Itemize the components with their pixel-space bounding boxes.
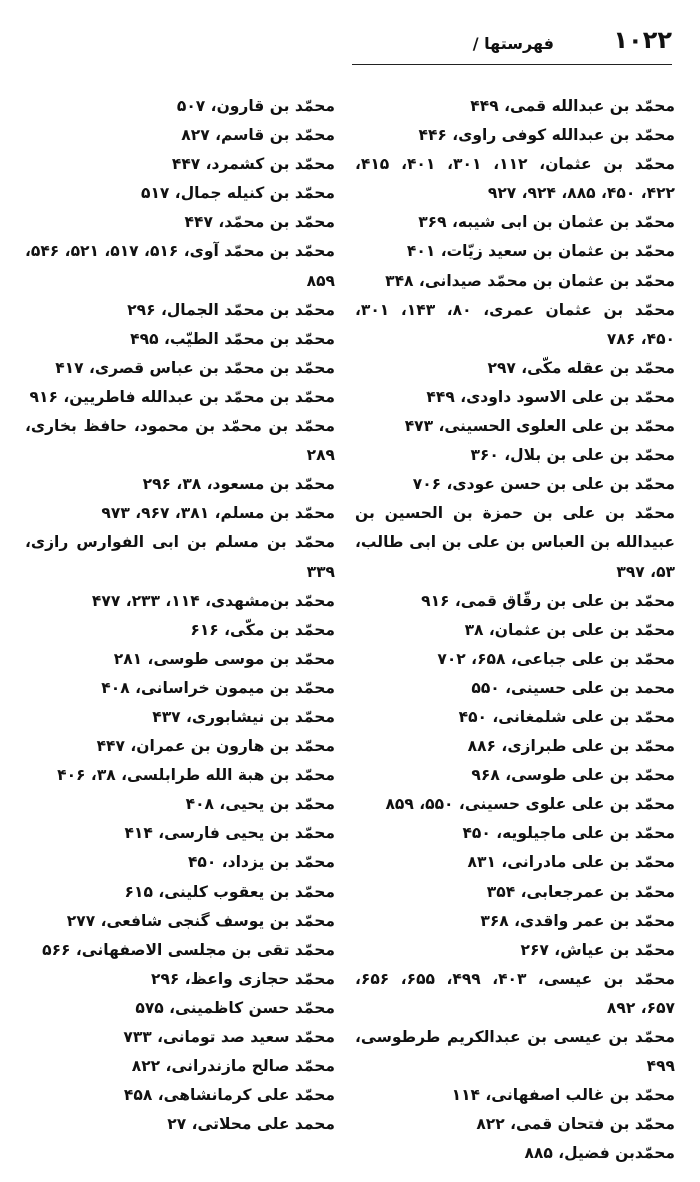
index-entry: محمّد بن یحیی فارسی، ۴۱۴ bbox=[124, 824, 335, 843]
index-entry: محمّد بن هبة الله طرابلسی، ۳۸، ۴۰۶ bbox=[57, 766, 335, 785]
index-entry: محمّد بن علی بن حمزة بن الحسین بن عبیدالله بن العباس بن علی بن ابی طالب، ۵۳، ۳۹۷ bbox=[355, 504, 675, 581]
index-entry: محمّد بن فتحان قمی، ۸۲۲ bbox=[476, 1115, 675, 1134]
index-entry: محمّد علی کرمانشاهی، ۴۵۸ bbox=[123, 1086, 335, 1105]
index-entry: محمّد بن عبدالله کوفی راوی، ۴۴۶ bbox=[418, 126, 675, 145]
index-entry: محمّد بن یعقوب کلینی، ۶۱۵ bbox=[124, 882, 335, 901]
index-entry: محمّد بن علی بن رقّاق قمی، ۹۱۶ bbox=[421, 591, 675, 610]
index-entry: محمّد بن علی بن عثمان، ۳۸ bbox=[464, 620, 675, 639]
index-entry: محمّد بن عثمان عمری، ۸۰، ۱۴۳، ۳۰۱، ۴۵۰، ۷۸۶ bbox=[355, 300, 675, 348]
index-entry: محمّد بن عثمان بن سعید زیّات، ۴۰۱ bbox=[406, 242, 675, 261]
index-entry: محمّد بن هارون بن عمران، ۴۴۷ bbox=[96, 737, 335, 756]
index-entry: محمّد بن عثمان بن محمّد صیدانی، ۳۴۸ bbox=[385, 271, 675, 290]
index-entry: محمّد بن علی الاسود داودی، ۴۴۹ bbox=[426, 387, 675, 406]
index-entry: محمّد بن محمّد آوی، ۵۱۶، ۵۱۷، ۵۲۱، ۵۴۶، ۸۵۹ bbox=[25, 242, 335, 290]
index-entry: محمّد بن عثمان بن ابی شیبه، ۳۶۹ bbox=[418, 213, 675, 232]
index-column-right bbox=[355, 92, 675, 1168]
index-entry: محمّد بن محمّد، ۴۴۷ bbox=[184, 213, 335, 232]
index-entry: محمّد بن موسی طوسی، ۲۸۱ bbox=[113, 649, 335, 668]
index-entry: محمّد بن نیشابوری، ۴۳۷ bbox=[152, 707, 335, 726]
section-title: فهرستها / bbox=[472, 34, 554, 53]
index-entry: محمّد بن عقله مکّی، ۲۹۷ bbox=[487, 358, 675, 377]
index-entry: محمّد بن غالب اصفهانی، ۱۱۴ bbox=[451, 1086, 675, 1105]
index-entry: محمّد بن یحیی، ۴۰۸ bbox=[185, 795, 335, 814]
index-entry: محمّد بن علی جباعی، ۶۵۸، ۷۰۲ bbox=[437, 649, 675, 668]
index-entry: محمّد بن محمّد الجمال، ۲۹۶ bbox=[127, 300, 335, 319]
index-entry: محمد بن علی حسینی، ۵۵۰ bbox=[471, 678, 675, 697]
index-entry: محمّد بن میمون خراسانی، ۴۰۸ bbox=[101, 678, 335, 697]
index-entry: محمّد بن علی بن حسن عودی، ۷۰۶ bbox=[412, 475, 675, 494]
index-entry: محمّد بن علی مادرانی، ۸۳۱ bbox=[467, 853, 675, 872]
index-entry: محمّد بن مکّی، ۶۱۶ bbox=[190, 620, 335, 639]
index-entry: محمّد صالح مازندرانی، ۸۲۲ bbox=[131, 1057, 335, 1076]
index-entry: محمّد بن عیاش، ۲۶۷ bbox=[520, 940, 675, 959]
index-entry: محمّد بن‌مشهدی، ۱۱۴، ۲۳۳، ۴۷۷ bbox=[91, 591, 335, 610]
index-entry: محمّد بن علی ماجیلویه، ۴۵۰ bbox=[462, 824, 675, 843]
index-entry: محمّد بن کشمرد، ۴۴۷ bbox=[171, 155, 335, 174]
index-entry: محمّد بن قاسم، ۸۲۷ bbox=[181, 126, 335, 145]
index-entry: محمّد بن محمّد بن محمود، حافظ بخاری، ۲۸۹ bbox=[25, 417, 335, 465]
index-entry: محمّد بن مسعود، ۳۸، ۲۹۶ bbox=[142, 475, 335, 494]
index-entry: محمّد بن عیسی بن عبدالکریم طرطوسی، ۴۹۹ bbox=[355, 1028, 675, 1076]
index-entry: محمّد بن علی علوی حسینی، ۵۵۰، ۸۵۹ bbox=[385, 795, 675, 814]
index-entry: محمّد بن محمّد الطیّب، ۴۹۵ bbox=[130, 329, 335, 348]
index-entry: محمّد بن علی العلوی الحسینی، ۴۷۳ bbox=[404, 417, 675, 436]
index-entry: محمّد بن عمر واقدی، ۳۶۸ bbox=[480, 911, 675, 930]
index-entry: محمّد تقی بن مجلسی الاصفهانی، ۵۶۶ bbox=[42, 940, 335, 959]
index-entry: محمّد بن کنیله جمال، ۵۱۷ bbox=[141, 184, 335, 203]
index-entry: محمّد بن علی شلمغانی، ۴۵۰ bbox=[458, 707, 675, 726]
index-entry: محمّد بن قارون، ۵۰۷ bbox=[176, 97, 335, 115]
page-number: ۱۰۲۲ bbox=[613, 26, 672, 54]
index-entry: محمّد بن عیسی، ۴۰۳، ۴۹۹، ۶۵۵، ۶۵۶، ۶۵۷، ۸۹۲ bbox=[355, 969, 675, 1017]
index-entry: محمّد بن علی طبرازی، ۸۸۶ bbox=[467, 737, 675, 756]
index-entry: محمّد بن محمّد بن عبدالله فاطریین، ۹۱۶ bbox=[29, 387, 335, 406]
index-entry: محمّد بن علی بن بلال، ۳۶۰ bbox=[470, 446, 675, 465]
page-header bbox=[352, 26, 672, 65]
index-entry: محمّد بن علی طوسی، ۹۶۸ bbox=[471, 766, 675, 785]
index-entry: محمّد بن یوسف گنجی شافعی، ۲۷۷ bbox=[66, 911, 335, 930]
index-entry: محمّد بن محمّد بن عباس قصری، ۴۱۷ bbox=[55, 358, 335, 377]
index-entry: محمّد بن مسلم بن ابی الفوارس رازی، ۳۳۹ bbox=[25, 533, 335, 581]
index-entry: محمّد بن عثمان، ۱۱۲، ۳۰۱، ۴۰۱، ۴۱۵، ۴۲۲، ۴۵۰، ۸۸۵، ۹۲۴، ۹۲۷ bbox=[355, 155, 675, 203]
index-entry: محمّد بن عبدالله قمی، ۴۴۹ bbox=[470, 97, 675, 115]
index-entry: محمّد حجازی واعظ، ۲۹۶ bbox=[150, 969, 335, 988]
index-entry: محمّد بن مسلم، ۳۸۱، ۹۶۷، ۹۷۳ bbox=[101, 504, 335, 523]
index-entry: محمد علی محلاتی، ۲۷ bbox=[167, 1115, 335, 1134]
index-entry: محمّد بن یزداد، ۴۵۰ bbox=[187, 853, 335, 872]
index-entry: محمّد حسن کاظمینی، ۵۷۵ bbox=[135, 998, 335, 1017]
index-entry: محمّد بن عمرجعابی، ۳۵۴ bbox=[486, 882, 675, 901]
index-column-left bbox=[25, 92, 335, 1139]
index-entry: محمّدبن فضیل، ۸۸۵ bbox=[524, 1144, 675, 1163]
index-entry: محمّد سعید صد تومانی، ۷۳۳ bbox=[123, 1028, 335, 1046]
